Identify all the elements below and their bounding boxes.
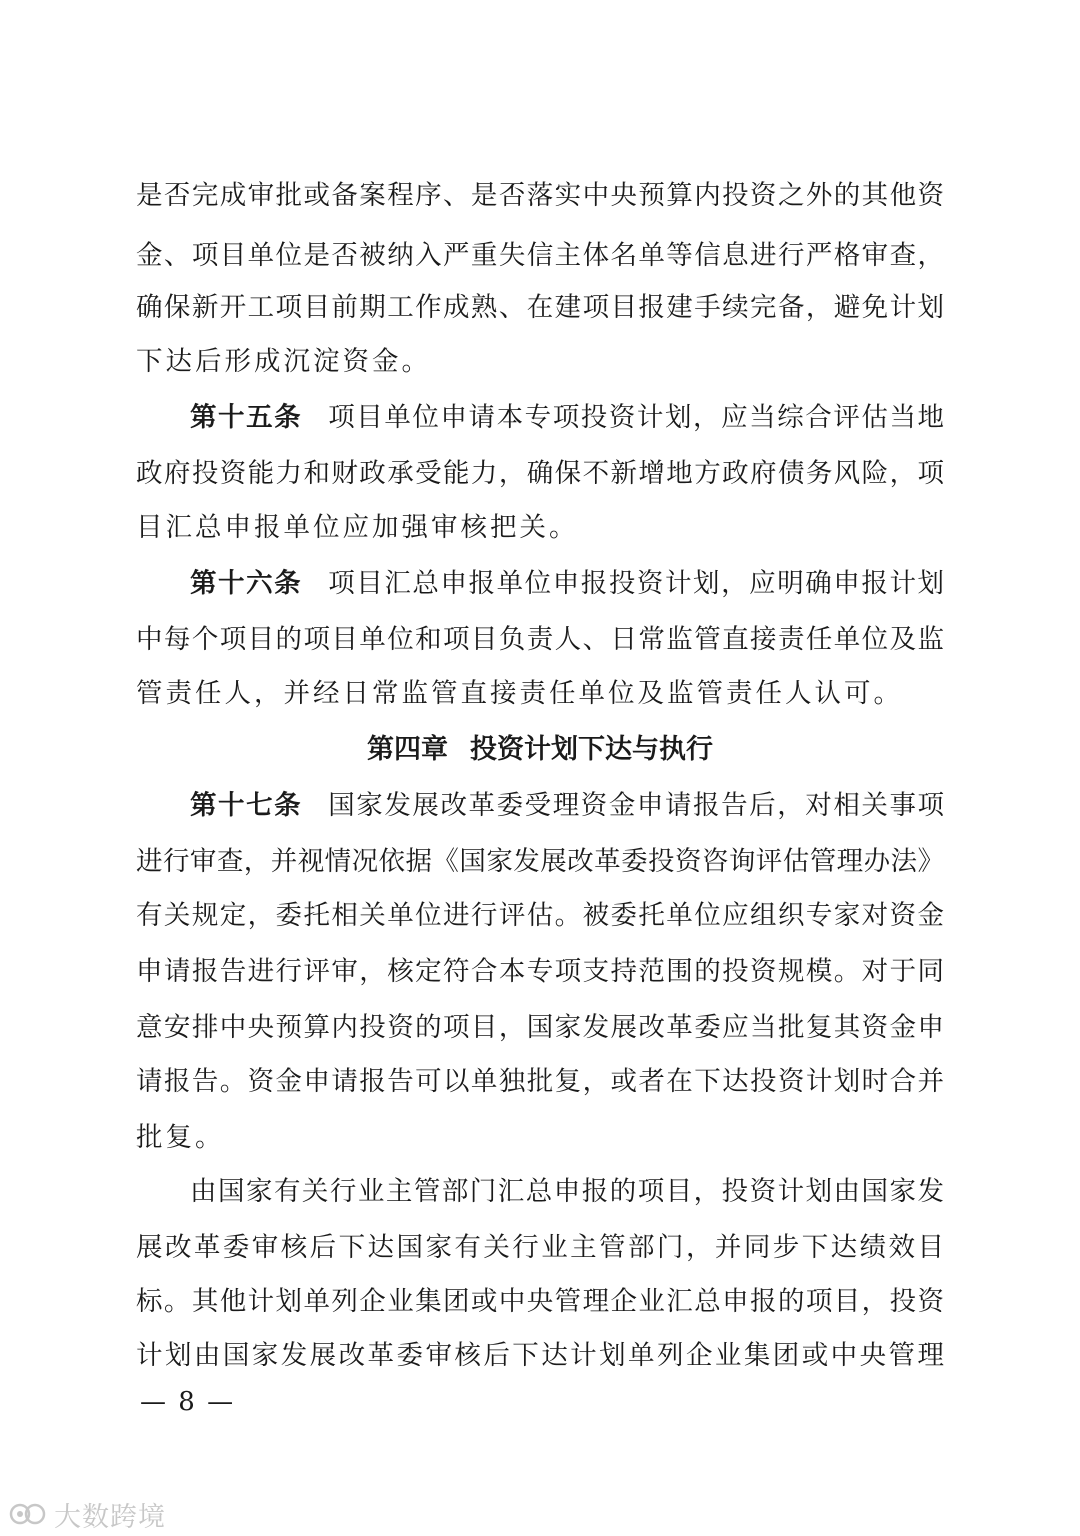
article-16-first-line: [190, 564, 944, 604]
article-15-first-line: [190, 398, 944, 438]
article-17-heading: 第十七条: [190, 790, 303, 821]
text-line: 确保新开工项目前期工作成熟、在建项目报建手续完备，避免计划: [136, 292, 944, 323]
text-segment: 国家发展改革委受理资金申请报告后，对相关事项: [328, 790, 945, 821]
watermark-text: 大数跨境: [54, 1501, 166, 1533]
text-line: 计划由国家发展改革委审核后下达计划单列企业集团或中央管理: [136, 1340, 944, 1371]
chapter-heading: [0, 730, 1080, 770]
text-line: 意安排中央预算内投资的项目，国家发展改革委应当批复其资金申: [136, 1012, 944, 1043]
article-15-heading: 第十五条: [190, 402, 303, 433]
text-line: 展改革委审核后下达国家有关行业主管部门，并同步下达绩效目: [136, 1232, 944, 1263]
chapter-title: 投资计划下达与执行: [470, 734, 713, 765]
text-line: 请报告。资金申请报告可以单独批复，或者在下达投资计划时合并: [136, 1066, 944, 1097]
text-line: 进行审查，并视情况依据《国家发展改革委投资咨询评估管理办法》: [136, 846, 944, 877]
text-line: 下达后形成沉淀资金。: [136, 346, 431, 377]
text-segment: 项目汇总申报单位申报投资计划，应明确申报计划: [328, 568, 945, 599]
text-line: 管责任人，并经日常监管直接责任单位及监管责任人认可。: [136, 678, 903, 709]
article-16-heading: 第十六条: [190, 568, 303, 599]
text-line: 政府投资能力和财政承受能力，确保不新增地方政府债务风险，项: [136, 458, 944, 489]
page-number: — 8 —: [140, 1387, 236, 1417]
text-line: 申请报告进行评审，核定符合本专项支持范围的投资规模。对于同: [136, 956, 944, 987]
text-line: 标。其他计划单列企业集团或中央管理企业汇总申报的项目，投资: [136, 1286, 944, 1317]
text-line: 中每个项目的项目单位和项目负责人、日常监管直接责任单位及监: [136, 624, 944, 655]
text-line: 批复。: [136, 1122, 225, 1153]
chapter-number: 第四章: [367, 734, 448, 765]
text-line: 是否完成审批或备案程序、是否落实中央预算内投资之外的其他资: [136, 180, 944, 211]
text-line: 金、项目单位是否被纳入严重失信主体名单等信息进行严格审查，: [136, 240, 944, 271]
watermark: [8, 1496, 166, 1532]
text-segment: 项目单位申请本专项投资计划，应当综合评估当地: [328, 402, 945, 433]
article-17-first-line: [190, 786, 944, 826]
dashuju-logo-icon: [8, 1499, 48, 1529]
text-line: 目汇总申报单位应加强审核把关。: [136, 512, 579, 543]
text-line: 由国家有关行业主管部门汇总申报的项目，投资计划由国家发: [190, 1176, 944, 1207]
text-line: 有关规定，委托相关单位进行评估。被委托单位应组织专家对资金: [136, 900, 944, 931]
